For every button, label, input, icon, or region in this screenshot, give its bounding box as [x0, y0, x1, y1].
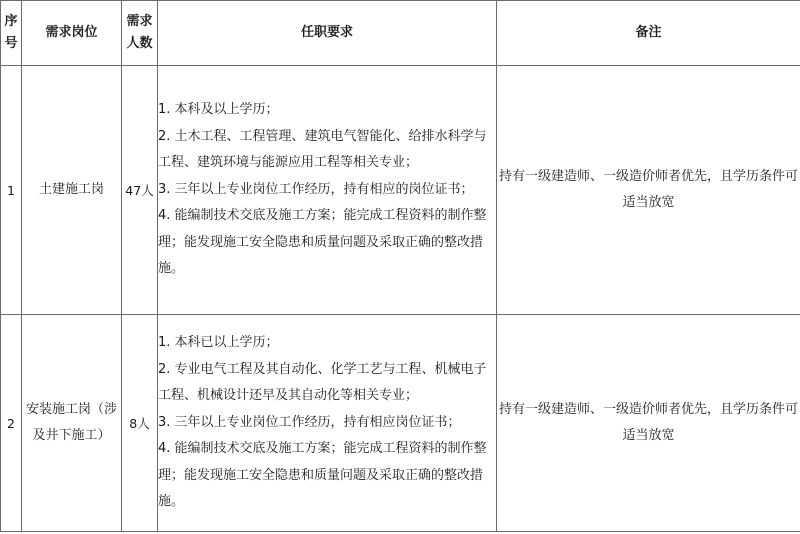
requirement-item: 1. 本科已以上学历；: [158, 335, 279, 351]
requirement-item: 3. 三年以上专业岗位工作经历，持有相应的岗位证书；: [158, 181, 474, 197]
header-requirements: 任职要求: [158, 1, 497, 66]
row-remarks: 持有一级建造师、一级造价师者优先，且学历条件可适当放宽: [497, 66, 800, 315]
requirement-item: 1. 本科及以上学历；: [158, 102, 279, 118]
requirement-item: 2. 土木工程、工程管理、建筑电气智能化、给排水科学与工程、建筑环境与能源应用工程等相关专业；: [158, 128, 487, 171]
header-count: 需求人数: [122, 1, 158, 66]
requirement-item: 2. 专业电气工程及其自动化、化学工艺与工程、机械电子工程、机械设计还早及其自动化等相关专业；: [158, 361, 487, 404]
header-remarks: 备注: [497, 1, 800, 66]
requirement-item: 4. 能编制技术交底及施工方案；能完成工程资料的制作整理；能发现施工安全隐患和质量问题及采取正确的整改措施。: [158, 208, 487, 277]
header-position: 需求岗位: [22, 1, 122, 66]
row-requirements: [158, 66, 497, 315]
row-count: 47人: [122, 66, 158, 315]
table-row: [1, 66, 800, 315]
row-index: 2: [1, 315, 22, 532]
row-position: 土建施工岗: [22, 66, 122, 315]
row-remarks: 持有一级建造师、一级造价师者优先，且学历条件可适当放宽: [497, 315, 800, 532]
table-row: [1, 315, 800, 532]
requirement-item: 4. 能编制技术交底及施工方案；能完成工程资料的制作整理；能发现施工安全隐患和质量问题及采取正确的整改措施。: [158, 441, 487, 510]
row-position: 安装施工岗（涉及井下施工）: [22, 315, 122, 532]
header-index: 序号: [1, 1, 22, 66]
requirement-item: 3. 三年以上专业岗位工作经历，持有相应岗位证书；: [158, 414, 461, 430]
row-index: 1: [1, 66, 22, 315]
row-count: 8人: [122, 315, 158, 532]
table-header-row: [1, 1, 800, 66]
row-requirements: [158, 315, 497, 532]
